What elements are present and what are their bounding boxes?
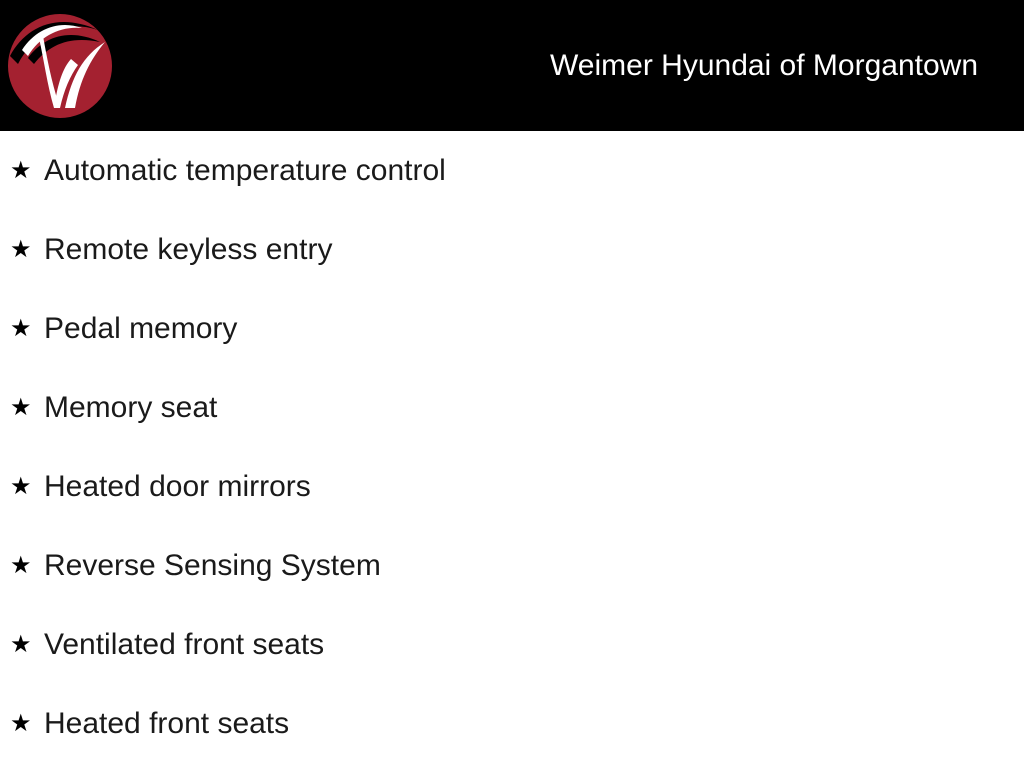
star-icon: ★ [10, 156, 32, 184]
star-icon: ★ [10, 552, 32, 580]
feature-label: Ventilated front seats [44, 628, 325, 662]
feature-item [0, 131, 1024, 210]
feature-label: Memory seat [44, 390, 218, 424]
star-icon: ★ [10, 393, 32, 421]
feature-label: Remote keyless entry [44, 232, 333, 266]
feature-item [0, 210, 1024, 289]
star-icon: ★ [10, 314, 32, 342]
star-icon: ★ [10, 631, 32, 659]
header-bar [0, 0, 1024, 131]
feature-item [0, 289, 1024, 368]
weimer-w-logo-icon [8, 14, 112, 118]
star-icon: ★ [10, 473, 32, 501]
feature-label: Heated door mirrors [44, 470, 311, 504]
feature-label: Reverse Sensing System [44, 549, 381, 583]
dealer-title: Weimer Hyundai of Morgantown [550, 48, 978, 82]
feature-item [0, 685, 1024, 764]
features-list [0, 131, 1024, 764]
star-icon: ★ [10, 710, 32, 738]
feature-label: Automatic temperature control [44, 153, 446, 187]
feature-item [0, 606, 1024, 685]
feature-item [0, 368, 1024, 447]
feature-label: Heated front seats [44, 707, 290, 741]
feature-label: Pedal memory [44, 311, 238, 345]
star-icon: ★ [10, 235, 32, 263]
feature-item [0, 448, 1024, 527]
feature-item [0, 527, 1024, 606]
